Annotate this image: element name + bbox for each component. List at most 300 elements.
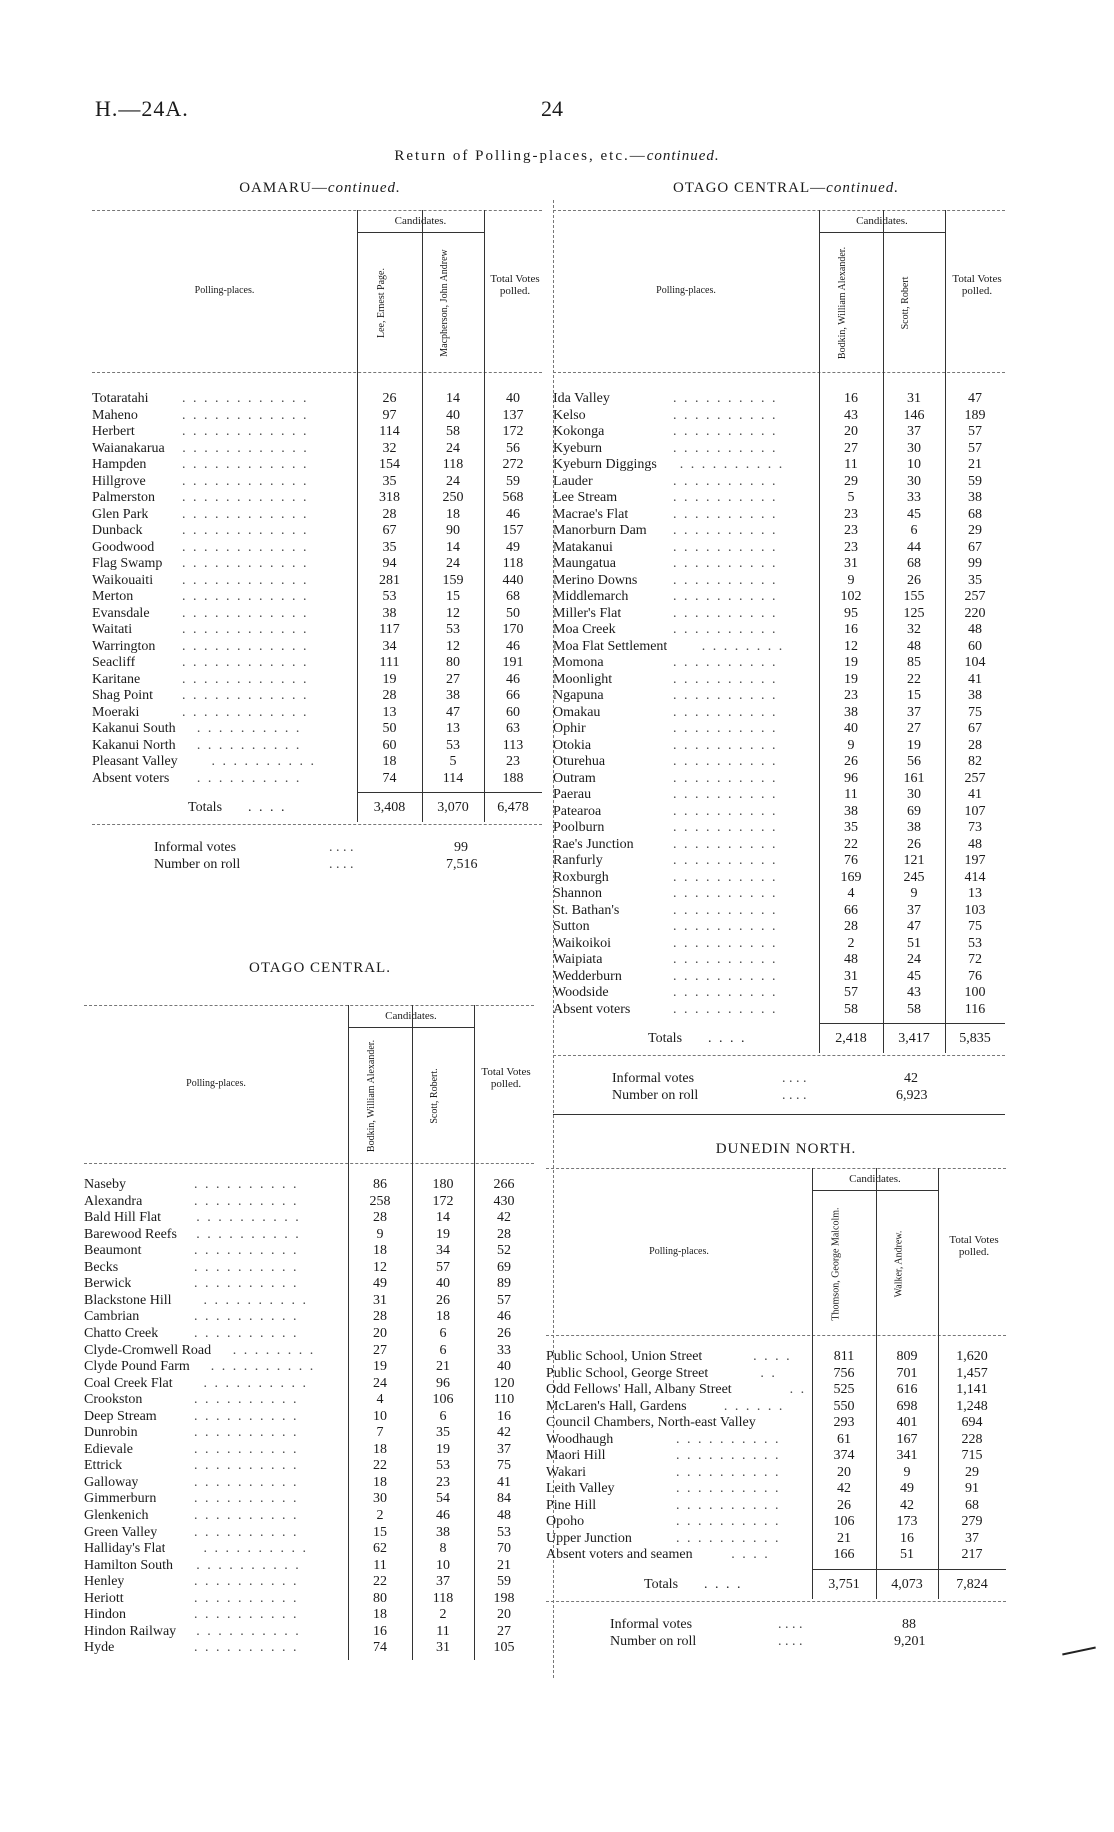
- leader-dots: . . . . . . . . . .: [194, 1325, 299, 1341]
- votes-total: 28: [968, 737, 982, 753]
- votes-candidate-a: 35: [844, 820, 858, 835]
- polling-place-name: Dunrobin: [84, 1425, 138, 1441]
- votes-candidate-a: 281: [379, 572, 400, 588]
- votes-total: 46: [506, 638, 520, 654]
- votes-candidate-b: 30: [907, 787, 921, 802]
- votes-candidate-b: 8: [439, 1541, 447, 1557]
- polling-place-name: Manorburn Dam: [553, 523, 647, 538]
- votes-candidate-b: 146: [903, 407, 925, 423]
- table-row: [553, 704, 1005, 721]
- votes-total: 48: [497, 1508, 511, 1523]
- leader-dots: . . . . . . . . . . . .: [182, 605, 309, 621]
- polling-place-name: Kokonga: [553, 424, 605, 439]
- totals-bottom-rule: [546, 1601, 1006, 1602]
- polling-place-name: Chatto Creek: [84, 1325, 159, 1341]
- votes-total: 91: [965, 1481, 979, 1496]
- votes-total: 35: [968, 572, 982, 588]
- table-row: [92, 737, 542, 754]
- header-column-rule: [422, 210, 423, 372]
- leader-dots: . . . . . . . . . .: [194, 1574, 299, 1590]
- votes-total: 20: [497, 1607, 511, 1623]
- votes-candidate-a: 114: [379, 424, 400, 439]
- leader-dots: . . . . . . . . . . . .: [182, 407, 309, 423]
- leader-dots: . . . . . . . . . . . .: [182, 440, 309, 456]
- votes-candidate-b: 35: [436, 1425, 450, 1441]
- table-row: [553, 770, 1005, 787]
- leader-dots: . . . .: [778, 1633, 803, 1649]
- votes-total: 59: [506, 473, 520, 489]
- totals-rule: [812, 1569, 1006, 1570]
- votes-candidate-a: 550: [833, 1398, 855, 1414]
- table-row: [84, 1226, 534, 1243]
- leader-dots: . . . . . . . . . .: [673, 836, 778, 852]
- votes-candidate-b: 2: [439, 1607, 447, 1623]
- table-row: [84, 1375, 534, 1392]
- leader-dots: . . . . . . . . . .: [194, 1524, 299, 1540]
- totals-label: Totals: [188, 800, 223, 815]
- header-column-rule: [484, 210, 485, 372]
- polling-place-name: Shag Point: [92, 688, 154, 703]
- votes-candidate-b: 80: [446, 655, 460, 670]
- candidates-header: Candidates.: [385, 1010, 437, 1022]
- votes-candidate-a: 58: [844, 1001, 858, 1017]
- votes-candidate-b: 6: [439, 1408, 447, 1424]
- header-column-rule: [876, 1168, 877, 1335]
- leader-dots: . . . . . . . . . .: [673, 407, 778, 423]
- number-on-roll-value: 7,516: [446, 857, 478, 872]
- polling-place-name: Hampden: [92, 457, 147, 472]
- table-row: [92, 753, 542, 770]
- votes-total: 47: [968, 391, 982, 406]
- polling-place-name: Green Valley: [84, 1524, 158, 1540]
- votes-candidate-b: 6: [439, 1325, 447, 1341]
- table-row: [553, 473, 1005, 490]
- polling-place-name: Coal Creek Flat: [84, 1375, 173, 1391]
- votes-candidate-b: 26: [907, 836, 921, 852]
- votes-candidate-b: 180: [432, 1177, 454, 1192]
- votes-total: 67: [968, 539, 982, 555]
- votes-candidate-a: 18: [382, 754, 397, 769]
- leader-dots: . . . . . . . . . . . .: [182, 572, 309, 588]
- table-row: [553, 390, 1005, 407]
- table-row: [553, 1001, 1005, 1018]
- candidate-name: Walker, Andrew.: [893, 1230, 904, 1297]
- leader-dots: . . . . . . . . . .: [673, 820, 778, 835]
- polling-place-name: Halliday's Flat: [84, 1541, 166, 1557]
- table-row: [553, 968, 1005, 985]
- votes-candidate-a: 19: [373, 1359, 387, 1375]
- votes-total: 75: [968, 919, 982, 934]
- table-row: [553, 440, 1005, 457]
- votes-candidate-a: 5: [847, 490, 855, 505]
- votes-total: 715: [961, 1448, 983, 1463]
- leader-dots: . . . . . . . . . . . .: [182, 424, 309, 439]
- table-row: [84, 1275, 534, 1292]
- leader-dots: . . . . . . . . . .: [673, 919, 778, 934]
- leader-dots: . .: [760, 1365, 777, 1381]
- votes-candidate-b: 809: [896, 1349, 918, 1364]
- leader-dots: . . . . . . . . . .: [673, 473, 778, 489]
- votes-total: 60: [968, 638, 982, 654]
- votes-candidate-a: 16: [844, 622, 858, 637]
- votes-total: 52: [497, 1243, 511, 1259]
- table-row: [553, 720, 1005, 737]
- polling-place-name: Beaumont: [84, 1243, 142, 1259]
- leader-dots: . . . . . . . . . .: [676, 1530, 781, 1546]
- polling-place-name: Public School, Union Street: [546, 1349, 703, 1364]
- polling-place-name: Clyde-Cromwell Road: [84, 1342, 212, 1358]
- votes-candidate-a: 80: [373, 1590, 387, 1606]
- votes-candidate-a: 23: [844, 688, 858, 703]
- polling-place-name: Shannon: [553, 886, 602, 901]
- section-end-rule: [553, 1114, 1005, 1115]
- leader-dots: . . . . . . . . . .: [194, 1177, 299, 1192]
- votes-candidate-a: 50: [382, 721, 397, 736]
- leader-dots: . . . . . . . . . .: [211, 754, 316, 769]
- leader-dots: . . . . . . . . . .: [673, 737, 778, 753]
- polling-place-name: Evansdale: [92, 605, 150, 621]
- table-row: [92, 704, 542, 721]
- informal-votes-value: 99: [454, 840, 468, 855]
- votes-candidate-b: 44: [907, 539, 921, 555]
- votes-candidate-b: 15: [446, 589, 460, 604]
- totals-rule: [819, 1023, 1005, 1024]
- table-row: [553, 885, 1005, 902]
- votes-candidate-b: 121: [903, 853, 925, 868]
- leader-dots: . . . . . . . . . .: [673, 539, 778, 555]
- leader-dots: . . . . . . . . . .: [679, 457, 785, 472]
- votes-candidate-b: 19: [907, 737, 921, 753]
- totals-total: 7,824: [956, 1576, 988, 1592]
- leader-dots: . . . . . . . . . . . .: [182, 523, 309, 538]
- votes-total: 68: [968, 506, 982, 522]
- votes-candidate-a: 74: [382, 770, 397, 786]
- leader-dots: . . . . . . . . . . . .: [182, 391, 309, 406]
- votes-candidate-a: 26: [844, 754, 858, 769]
- polling-place-name: Moonlight: [553, 671, 613, 687]
- table-row: [553, 951, 1005, 968]
- table-top-rule: [84, 1005, 534, 1006]
- votes-total: 568: [502, 490, 524, 505]
- table-row: [553, 852, 1005, 869]
- votes-total: 189: [964, 407, 986, 423]
- votes-candidate-b: 9: [903, 1464, 911, 1480]
- votes-candidate-b: 90: [446, 523, 460, 538]
- votes-candidate-a: 38: [382, 605, 397, 621]
- polling-place-name: Glen Park: [92, 506, 149, 522]
- votes-candidate-b: 125: [903, 605, 925, 621]
- polling-place-name: Maori Hill: [546, 1448, 606, 1463]
- table-row: [546, 1431, 1006, 1448]
- leader-dots: . . . . . . . . . .: [676, 1481, 781, 1496]
- votes-candidate-a: 28: [844, 919, 858, 934]
- votes-candidate-b: 42: [900, 1497, 914, 1513]
- leader-dots: . . . .: [329, 857, 354, 872]
- votes-total: 57: [968, 424, 982, 439]
- candidate-name: Thomson, George Malcolm.: [830, 1206, 841, 1321]
- leader-dots: . . . . . . . . . .: [194, 1458, 299, 1474]
- votes-candidate-a: 16: [373, 1623, 387, 1639]
- votes-candidate-b: 616: [896, 1382, 918, 1397]
- header-column-rule: [412, 1005, 413, 1163]
- votes-candidate-a: 31: [373, 1292, 387, 1308]
- votes-candidate-b: 698: [896, 1398, 918, 1414]
- polling-place-name: Upper Junction: [546, 1530, 632, 1546]
- leader-dots: . . . . . . . . . .: [673, 787, 778, 802]
- votes-total: 53: [497, 1524, 511, 1540]
- votes-candidate-b: 49: [900, 1481, 914, 1496]
- polling-place-name: Absent voters and seamen: [546, 1547, 693, 1562]
- polling-place-name: Seacliff: [92, 655, 136, 670]
- table-row: [92, 390, 542, 407]
- polling-place-name: Middlemarch: [553, 589, 629, 604]
- polling-place-name: Waianakarua: [92, 440, 165, 456]
- polling-place-name: Glenkenich: [84, 1508, 149, 1523]
- votes-candidate-b: 167: [896, 1431, 918, 1447]
- votes-candidate-b: 51: [900, 1547, 914, 1562]
- informal-votes-value: 42: [904, 1071, 918, 1086]
- votes-total: 191: [502, 655, 524, 670]
- polling-place-name: Becks: [84, 1259, 119, 1275]
- votes-candidate-a: 318: [379, 490, 400, 505]
- polling-place-name: Ida Valley: [553, 391, 610, 406]
- votes-total: 57: [968, 440, 982, 456]
- votes-candidate-a: 21: [837, 1530, 851, 1546]
- leader-dots: . . . . . . . . . .: [196, 1623, 301, 1639]
- votes-candidate-a: 28: [373, 1210, 387, 1226]
- leader-dots: . . . . . . . . . .: [194, 1259, 299, 1275]
- votes-candidate-b: 45: [907, 506, 921, 522]
- table-row: [84, 1176, 534, 1193]
- leader-dots: . . . . . . . . . .: [676, 1497, 781, 1513]
- header-bottom-rule: [546, 1335, 1006, 1336]
- polling-place-name: Clyde Pound Farm: [84, 1359, 190, 1375]
- votes-total: 66: [506, 688, 520, 703]
- polling-place-name: Palmerston: [92, 490, 155, 505]
- header-column-rule: [945, 210, 946, 372]
- leader-dots: . . . .: [782, 1071, 807, 1086]
- votes-total: 42: [497, 1210, 511, 1226]
- votes-candidate-a: 12: [373, 1259, 387, 1275]
- votes-total: 26: [497, 1325, 511, 1341]
- votes-candidate-b: 38: [436, 1524, 450, 1540]
- totals-total: 5,835: [959, 1031, 991, 1046]
- leader-dots: . . . . . . . . . .: [673, 655, 778, 670]
- votes-candidate-b: 58: [907, 1001, 921, 1017]
- leader-dots: . . . .: [708, 1031, 747, 1046]
- votes-total: 40: [506, 391, 520, 406]
- table-row: [553, 506, 1005, 523]
- table-row: [546, 1447, 1006, 1464]
- table-top-rule: [553, 210, 1005, 211]
- totals-candidate-b: 4,073: [891, 1576, 923, 1592]
- leader-dots: . . . . . . . . . .: [203, 1375, 308, 1391]
- polling-place-name: Totaratahi: [92, 391, 149, 406]
- polling-place-name: Hindon Railway: [84, 1623, 177, 1639]
- votes-candidate-a: 4: [847, 886, 855, 901]
- votes-candidate-b: 27: [907, 721, 921, 736]
- table-row: [92, 671, 542, 688]
- table-row: [546, 1480, 1006, 1497]
- leader-dots: . . . . . . . . . .: [194, 1408, 299, 1424]
- table-row: [84, 1490, 534, 1507]
- votes-total: 1,248: [956, 1398, 988, 1414]
- votes-total: 41: [968, 671, 982, 687]
- table-row: [84, 1325, 534, 1342]
- leader-dots: . . . . . . . . . .: [676, 1431, 781, 1447]
- votes-candidate-b: 15: [907, 688, 921, 703]
- votes-total: 100: [964, 985, 986, 1000]
- votes-total: 56: [506, 440, 520, 456]
- table-row: [553, 869, 1005, 886]
- polling-place-name: Rae's Junction: [553, 836, 634, 852]
- leader-dots: . . . . . . . . . .: [194, 1474, 299, 1490]
- votes-candidate-a: 96: [844, 770, 858, 786]
- votes-candidate-a: 28: [382, 688, 397, 703]
- table-row: [553, 522, 1005, 539]
- table-row: [84, 1540, 534, 1557]
- votes-candidate-a: 525: [833, 1382, 855, 1397]
- table-row: [84, 1193, 534, 1210]
- table-row: [92, 555, 542, 572]
- votes-candidate-a: 19: [844, 671, 858, 687]
- header-column-rule: [357, 210, 358, 372]
- votes-total: 75: [497, 1458, 511, 1474]
- votes-candidate-a: 11: [844, 787, 858, 802]
- header-bottom-rule: [84, 1163, 534, 1164]
- table-row: [92, 572, 542, 589]
- votes-total: 46: [497, 1309, 511, 1325]
- polling-place-name: Moeraki: [92, 704, 140, 720]
- votes-candidate-a: 2: [376, 1508, 384, 1523]
- votes-candidate-b: 18: [446, 506, 460, 522]
- votes-candidate-a: 38: [844, 803, 858, 819]
- votes-candidate-b: 24: [446, 473, 460, 489]
- votes-candidate-b: 47: [446, 704, 460, 720]
- votes-candidate-a: 38: [844, 704, 858, 720]
- leader-dots: . . . . . . . . . .: [673, 523, 778, 538]
- leader-dots: . . . .: [731, 1547, 770, 1562]
- leader-dots: . . . . . . . . . .: [673, 1001, 778, 1017]
- header-column-rule: [474, 1005, 475, 1163]
- leader-dots: . . . . . . . . . .: [203, 1541, 308, 1557]
- table-row: [546, 1348, 1006, 1365]
- total-votes-header: Total Votes polled.: [952, 273, 1002, 297]
- number-on-roll-label: Number on roll: [610, 1633, 697, 1649]
- votes-candidate-b: 173: [896, 1514, 918, 1529]
- votes-total: 1,457: [956, 1365, 988, 1381]
- leader-dots: . . . .: [704, 1576, 743, 1592]
- polling-place-name: Goodwood: [92, 539, 155, 555]
- table-row: [553, 605, 1005, 622]
- votes-candidate-b: 40: [446, 407, 460, 423]
- votes-candidate-a: 60: [382, 737, 397, 753]
- votes-candidate-b: 23: [436, 1474, 450, 1490]
- candidate-name: Bodkin, William Alexander.: [837, 246, 848, 360]
- table-row: [84, 1292, 534, 1309]
- table-row: [84, 1242, 534, 1259]
- table-row: [84, 1474, 534, 1491]
- leader-dots: . . . . . . . . . . . .: [182, 539, 309, 555]
- leader-dots: . . . . . . . . . .: [673, 721, 778, 736]
- totals-row: [546, 1577, 1006, 1595]
- polling-place-name: Edievale: [84, 1441, 133, 1457]
- leader-dots: . . . . . . . . . .: [673, 589, 778, 604]
- votes-total: 38: [968, 688, 982, 703]
- candidates-rule: [819, 232, 945, 233]
- votes-candidate-a: 9: [847, 572, 855, 588]
- votes-candidate-a: 26: [382, 391, 397, 406]
- votes-total: 49: [506, 539, 520, 555]
- votes-candidate-b: 14: [446, 539, 460, 555]
- leader-dots: . . . . . . . . . .: [673, 985, 778, 1000]
- polling-place-name: Flag Swamp: [92, 556, 163, 571]
- polling-place-name: Warrington: [92, 638, 156, 654]
- votes-candidate-a: 30: [373, 1491, 387, 1507]
- votes-candidate-a: 53: [382, 589, 397, 604]
- polling-place-name: Ophir: [553, 721, 586, 736]
- leader-dots: . . . . . . . . . .: [196, 737, 302, 753]
- leader-dots: . . . . . . . . . . . .: [182, 655, 309, 670]
- polling-place-name: Henley: [84, 1574, 125, 1590]
- votes-total: 16: [497, 1408, 511, 1424]
- table-row: [553, 984, 1005, 1001]
- votes-candidate-a: 20: [837, 1464, 851, 1480]
- polling-place-name: Patearoa: [553, 803, 602, 819]
- total-votes-header: Total Votes polled.: [949, 1233, 999, 1258]
- votes-total: 50: [506, 605, 520, 621]
- votes-candidate-a: 43: [844, 407, 858, 423]
- votes-total: 67: [968, 721, 982, 736]
- table-row: [84, 1524, 534, 1541]
- totals-candidate-a: 2,418: [835, 1031, 867, 1046]
- leader-dots: . . . . . . . . . .: [194, 1193, 299, 1209]
- table-row: [553, 819, 1005, 836]
- polling-place-name: Waikouaiti: [92, 572, 154, 588]
- table-row: [84, 1557, 534, 1574]
- votes-total: 228: [961, 1431, 983, 1447]
- votes-total: 266: [493, 1177, 515, 1192]
- votes-total: 21: [497, 1557, 511, 1573]
- votes-candidate-a: 62: [373, 1541, 387, 1557]
- totals-bottom-rule: [92, 824, 542, 825]
- polling-place-name: Kelso: [553, 407, 586, 423]
- votes-total: 1,141: [956, 1382, 988, 1397]
- votes-total: 59: [968, 473, 982, 489]
- table-row: [92, 605, 542, 622]
- table-row: [553, 671, 1005, 688]
- votes-candidate-a: 4: [376, 1392, 384, 1408]
- votes-total: 257: [964, 770, 986, 786]
- votes-candidate-b: 24: [446, 440, 460, 456]
- votes-total: 82: [968, 754, 982, 769]
- votes-candidate-b: 43: [907, 985, 921, 1000]
- votes-candidate-a: 11: [844, 457, 858, 472]
- votes-candidate-a: 169: [840, 869, 862, 885]
- votes-candidate-b: 250: [442, 490, 464, 505]
- leader-dots: . . . . . . . .: [232, 1342, 316, 1358]
- votes-total: 414: [964, 869, 986, 885]
- votes-total: 440: [502, 572, 524, 588]
- leader-dots: . . . . . . . . . .: [194, 1590, 299, 1606]
- table-row: [84, 1507, 534, 1524]
- polling-place-name: Merton: [92, 589, 134, 604]
- votes-candidate-a: 76: [844, 853, 858, 868]
- leader-dots: . . . . . . . . . .: [673, 770, 778, 786]
- votes-candidate-b: 118: [432, 1590, 454, 1606]
- polling-place-name: Roxburgh: [553, 869, 609, 885]
- header-bottom-rule: [553, 372, 1005, 373]
